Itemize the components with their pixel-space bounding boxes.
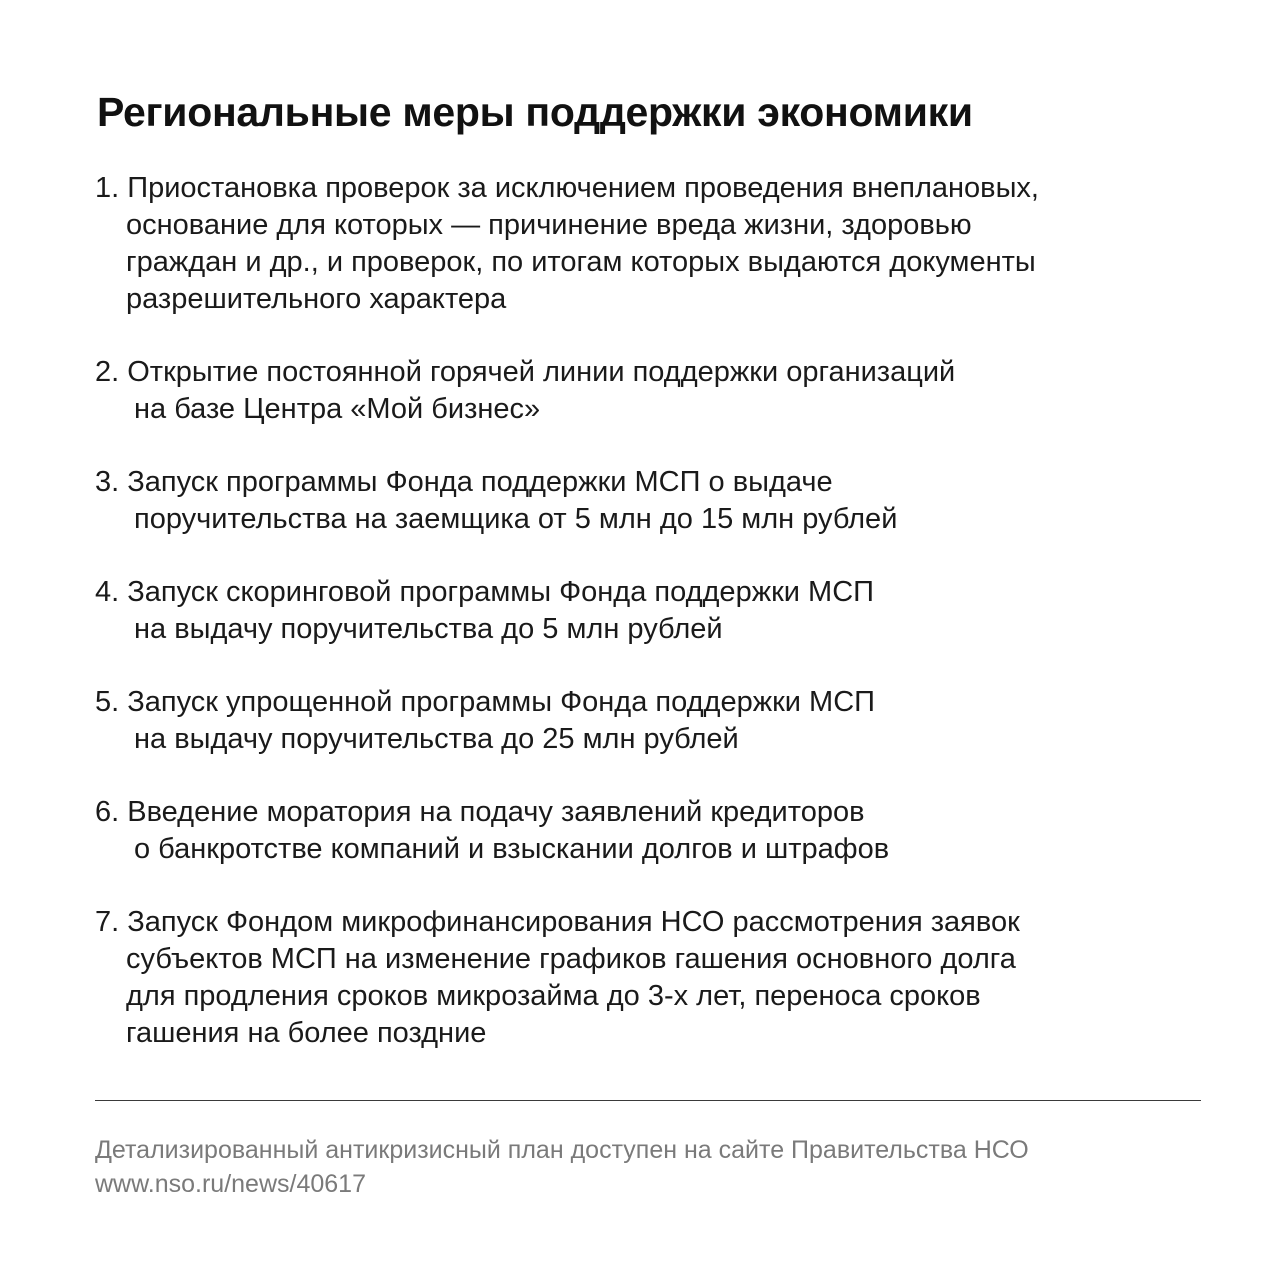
measure-7-line-2: субъектов МСП на изменение графиков гашения основного долга [126,943,1016,975]
footer-note: Детализированный антикризисный план доступен на сайте Правительства НСО [95,1136,1029,1164]
measure-item-5 [95,684,875,758]
footer [95,1133,1029,1201]
measure-7-line-3: для продления сроков микрозайма до 3-х лет, переноса сроков [126,980,981,1012]
measure-7-line-4: гашения на более поздние [126,1017,487,1049]
measure-7-line-1: 7. Запуск Фондом микрофинансирования НСО рассмотрения заявок [95,906,1020,938]
footer-url: www.nso.ru/news/40617 [95,1170,366,1198]
measure-item-2 [95,354,955,428]
measure-2-line-1: 2. Открытие постоянной горячей линии поддержки организаций [95,356,956,388]
measure-4-line-2: на выдачу поручительства до 5 млн рублей [134,613,723,645]
page-title: Региональные меры поддержки экономики [97,89,973,135]
measure-1-line-2: основание для которых — причинение вреда жизни, здоровью [126,209,972,241]
footer-divider [95,1100,1201,1101]
measure-2-line-2: на базе Центра «Мой бизнес» [134,393,541,425]
measure-3-line-2: поручительства на заемщика от 5 млн до 15 млн рублей [134,503,898,535]
measure-item-1 [95,170,1039,318]
measure-3-line-1: 3. Запуск программы Фонда поддержки МСП о выдаче [95,466,833,498]
measure-item-4 [95,574,874,648]
measure-1-line-4: разрешительного характера [126,283,507,315]
measure-1-line-1: 1. Приостановка проверок за исключением проведения внеплановых, [95,172,1039,204]
measure-5-line-1: 5. Запуск упрощенной программы Фонда поддержки МСП [95,686,875,718]
measure-6-line-2: о банкротстве компаний и взыскании долгов и штрафов [134,833,890,865]
measure-6-line-1: 6. Введение моратория на подачу заявлений кредиторов [95,796,865,828]
measure-5-line-2: на выдачу поручительства до 25 млн рублей [134,723,739,755]
measure-item-3 [95,464,897,538]
measure-item-6 [95,794,889,868]
measure-item-7 [95,904,1020,1052]
measure-1-line-3: граждан и др., и проверок, по итогам которых выдаются документы [126,246,1036,278]
measure-4-line-1: 4. Запуск скоринговой программы Фонда поддержки МСП [95,576,874,608]
